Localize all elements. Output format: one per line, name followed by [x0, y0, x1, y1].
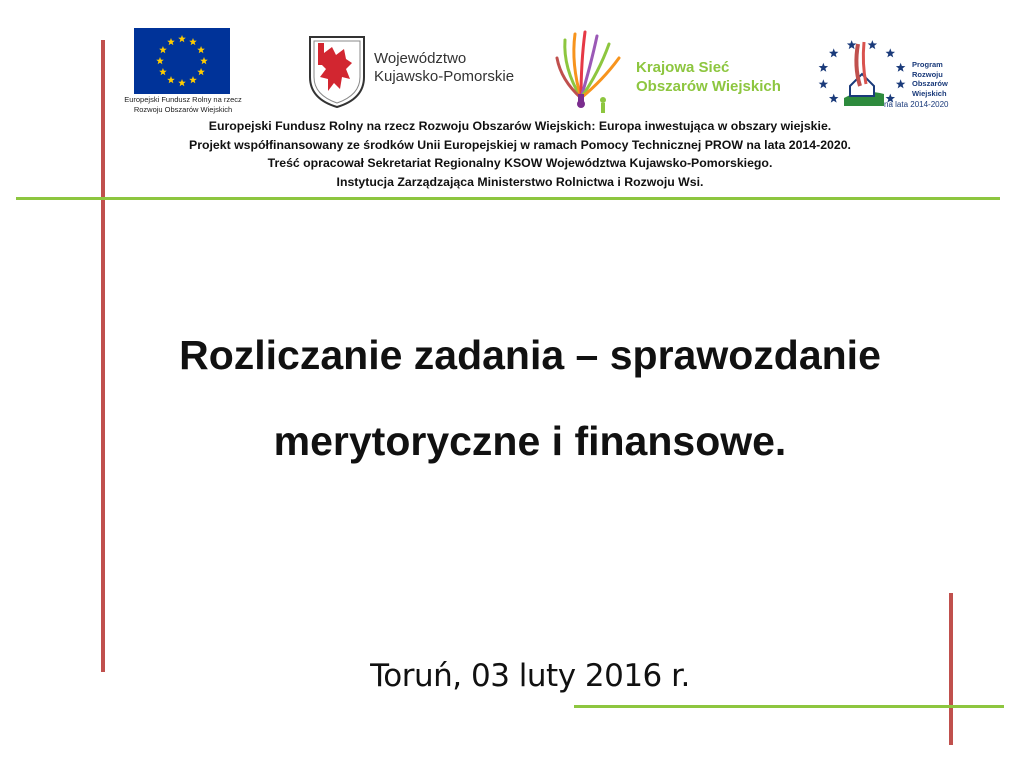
eu-star-icon: [178, 35, 186, 42]
griffin-crest-icon: [306, 33, 368, 109]
ksow-logo: [553, 28, 631, 114]
eu-star-icon: [197, 68, 205, 75]
eu-stars-icon: [134, 28, 230, 94]
funding-info-line4: Instytucja Zarządzająca Ministerstwo Rolnictwa i Rozwoju Wsi.: [336, 174, 704, 189]
prow-name-line3: Obszarów: [912, 79, 948, 88]
prow-star-icon: [829, 48, 839, 57]
prow-star-icon: [819, 79, 829, 88]
ksow-name-line2: Obszarów Wiejskich: [636, 78, 781, 95]
prow-star-icon: [847, 40, 857, 49]
eu-star-icon: [159, 46, 167, 53]
eu-caption-line2: Rozwoju Obszarów Wiejskich: [133, 105, 233, 114]
eu-star-icon: [156, 57, 164, 64]
region-name: [374, 50, 514, 86]
region-name-line1: Województwo: [374, 50, 467, 67]
eu-star-icon: [200, 57, 208, 64]
slide-title-line2: merytoryczne i finansowe.: [273, 418, 787, 464]
bottom-green-divider: [574, 705, 1004, 708]
prow-years: na lata 2014-2020: [884, 100, 949, 109]
eu-star-icon: [197, 46, 205, 53]
funding-info-line1: Europejski Fundusz Rolny na rzecz Rozwoju Obszarów Wiejskich: Europa inwestująca w obszary wiejskie.: [208, 119, 832, 133]
funding-info-line3: Treść opracował Sekretariat Regionalny KSOW Województwa Kujawsko-Pomorskiego.: [267, 156, 773, 170]
funding-info-line2: Projekt współfinansowany ze środków Unii Europejskiej w ramach Pomocy Technicznej PROW na lata 2014-2020.: [189, 137, 851, 152]
prow-star-icon: [896, 63, 906, 72]
prow-star-icon: [829, 94, 839, 103]
eu-caption-line1: Europejski Fundusz Rolny na rzecz: [124, 95, 242, 104]
ksow-tree-icon: [553, 28, 631, 114]
prow-name: [912, 60, 948, 98]
top-green-divider: [16, 197, 1000, 200]
eu-star-icon: [167, 38, 175, 45]
ksow-name-line1: Krajowa Sieć: [636, 59, 730, 76]
right-red-divider: [949, 593, 953, 745]
eu-logo-caption: [110, 95, 256, 115]
prow-star-icon: [886, 48, 896, 57]
eu-star-icon: [178, 79, 186, 86]
slide-date: Toruń, 03 luty 2016 r.: [370, 658, 690, 694]
eu-star-icon: [189, 76, 197, 83]
eu-star-icon: [189, 38, 197, 45]
prow-star-icon: [868, 40, 878, 49]
prow-name-line2: Rozwoju: [912, 69, 943, 79]
prow-star-icon: [896, 79, 906, 88]
eu-flag-logo: [134, 28, 230, 94]
region-name-line2: Kujawsko-Pomorskie: [374, 68, 515, 85]
prow-star-icon: [819, 63, 829, 72]
funding-info: [120, 117, 920, 191]
prow-name-line4: Wiejskich: [912, 88, 947, 98]
slide-title: [60, 312, 1000, 484]
region-crest-logo: [306, 33, 368, 109]
eu-star-icon: [159, 68, 167, 75]
eu-star-icon: [167, 76, 175, 83]
slide-title-line1: Rozliczanie zadania – sprawozdanie: [179, 332, 881, 378]
ksow-name: [636, 58, 781, 96]
prow-name-line1: Program: [912, 60, 943, 69]
